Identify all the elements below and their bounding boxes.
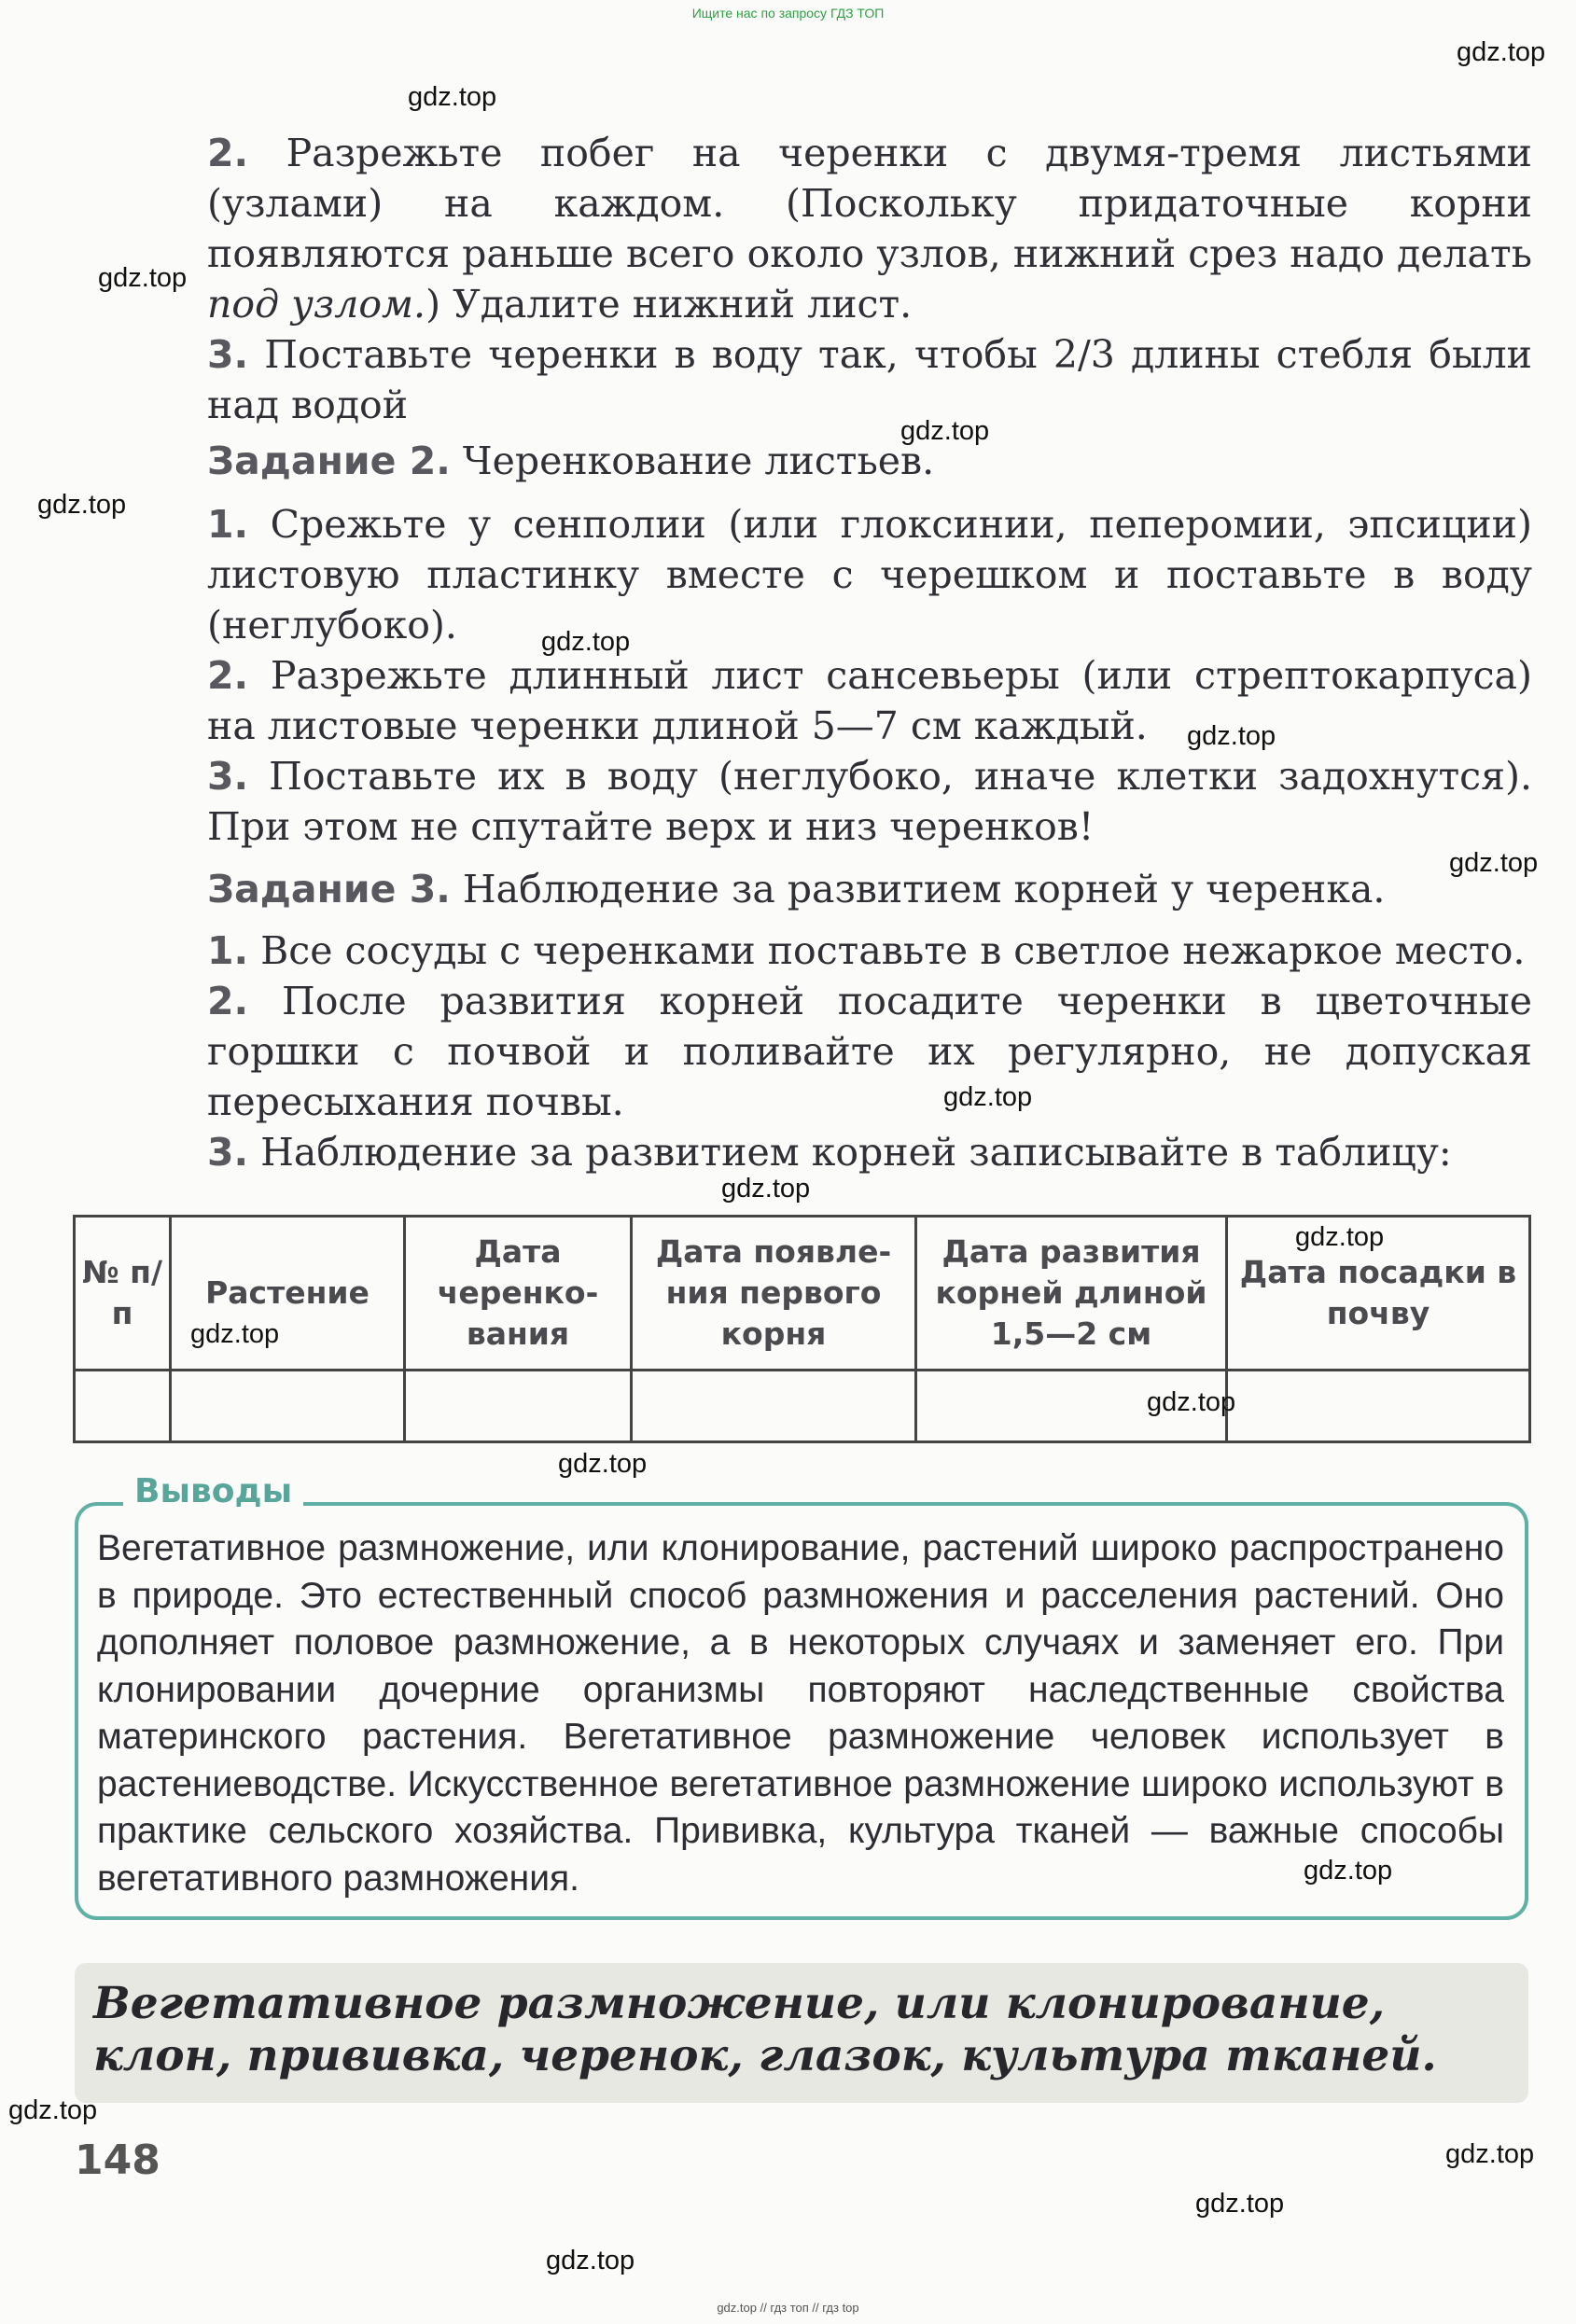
step-italic-text: под узлом. bbox=[207, 282, 426, 327]
task-2-step-1 bbox=[207, 499, 1532, 650]
step-text: Разрежьте побег на черенки с двумя-тремя листьями (узлами) на каждом. (Поскольку придаточные корни появляются раньше всего около узлов, нижний срез надо делать bbox=[207, 131, 1532, 276]
task-3-step-2 bbox=[207, 976, 1532, 1127]
task-2-heading bbox=[207, 436, 1532, 486]
watermark: gdz.top bbox=[943, 1082, 1033, 1112]
table-row bbox=[75, 1371, 1530, 1442]
watermark: gdz.top bbox=[546, 2246, 635, 2275]
step-text: Поставьте их в воду (неглубоко, иначе клетки задохнутся). При этом не спутайте верх и низ черенков! bbox=[207, 754, 1532, 849]
watermark: gdz.top bbox=[541, 627, 631, 657]
step-number: 3. bbox=[207, 754, 249, 799]
table-cell bbox=[171, 1371, 405, 1442]
task-3-title: Задание 3. bbox=[207, 867, 451, 912]
step-number: 1. bbox=[207, 502, 249, 547]
step-2-paragraph bbox=[207, 128, 1532, 329]
col-cutting-date: Дата черенко-вания bbox=[405, 1217, 632, 1371]
table-cell bbox=[75, 1371, 171, 1442]
step-number: 2. bbox=[207, 653, 249, 698]
task-3-step-3 bbox=[207, 1127, 1532, 1177]
watermark: gdz.top bbox=[408, 82, 497, 112]
step-3-paragraph bbox=[207, 329, 1532, 430]
task-2-step-2 bbox=[207, 650, 1532, 751]
watermark: gdz.top bbox=[1187, 721, 1276, 751]
watermark: gdz.top bbox=[190, 1319, 280, 1349]
watermark: gdz.top bbox=[1449, 848, 1539, 878]
task-3-step-1 bbox=[207, 925, 1532, 976]
col-planting-date: Дата посадки в почву bbox=[1227, 1217, 1530, 1371]
watermark: gdz.top bbox=[37, 490, 127, 520]
watermark: gdz.top bbox=[98, 263, 188, 293]
task-3-heading bbox=[207, 864, 1532, 914]
top-banner: Ищите нас по запросу ГДЗ ТОП bbox=[691, 6, 885, 21]
watermark: gdz.top bbox=[558, 1449, 648, 1479]
col-number: № п/п bbox=[75, 1217, 171, 1371]
col-first-root-date: Дата появле-ния первого корня bbox=[632, 1217, 916, 1371]
task-2-step-3 bbox=[207, 751, 1532, 852]
conclusions-label: Выводы bbox=[123, 1472, 303, 1510]
watermark: gdz.top bbox=[8, 2095, 98, 2125]
step-number: 3. bbox=[207, 332, 249, 377]
col-plant: Растение bbox=[171, 1217, 405, 1371]
watermark: gdz.top bbox=[1195, 2189, 1285, 2219]
watermark: gdz.top bbox=[1147, 1387, 1236, 1417]
watermark: gdz.top bbox=[1304, 1856, 1393, 1886]
table-cell bbox=[405, 1371, 632, 1442]
step-text-end: ) Удалите нижний лист. bbox=[425, 282, 913, 327]
keywords: Вегетативное размножение, или клонирование, клон, прививка, черенок, глазок, культура тканей. bbox=[93, 1978, 1437, 2081]
watermark: gdz.top bbox=[1445, 2139, 1535, 2169]
step-text: Разрежьте длинный лист сансевьеры (или стрептокарпуса) на листовые черенки длиной 5—7 см каждый. bbox=[207, 653, 1532, 748]
step-text: Наблюдение за развитием корней записывайте в таблицу: bbox=[260, 1130, 1452, 1175]
task-3-name: Наблюдение за развитием корней у черенка. bbox=[462, 867, 1386, 912]
table-cell bbox=[1227, 1371, 1530, 1442]
watermark: gdz.top bbox=[1457, 37, 1546, 67]
table-cell bbox=[632, 1371, 916, 1442]
watermark: gdz.top bbox=[1295, 1222, 1385, 1252]
task-2-name: Черенкование листьев. bbox=[462, 438, 935, 483]
step-number: 1. bbox=[207, 928, 249, 973]
step-number: 3. bbox=[207, 1130, 249, 1175]
step-text: После развития корней посадите черенки в цветочные горшки с почвой и поливайте их регулярно, не допуская пересыхания почвы. bbox=[207, 979, 1532, 1124]
watermark: gdz.top bbox=[900, 416, 990, 446]
conclusions-text: Вегетативное размножение, или клонирование, растений широко распространено в природе. Это естественный способ размножения и расселения растений. Оно дополняет половое размножение, а в некоторых случаях и заменяет его. При клонировании дочерние организмы повторяют наследственные свойства материнского растения. Вегетативное размножение человек использует в растениеводстве. Искусственное вегетативное размножение широко используют в практике сельского хозяйства. Прививка, культура тканей — важные способы вегетативного размножения. bbox=[97, 1528, 1504, 1899]
watermark: gdz.top bbox=[721, 1174, 811, 1204]
step-number: 2. bbox=[207, 131, 249, 175]
step-text: Поставьте черенки в воду так, чтобы 2/3 длины стебля были над водой bbox=[207, 332, 1532, 427]
step-text: Срежьте у сенполии (или глоксинии, пеперомии, эпсиции) листовую пластинку вместе с черешком и поставьте в воду (неглубоко). bbox=[207, 502, 1532, 647]
footer-links: gdz.top // гдз топ // гдз top bbox=[717, 2301, 859, 2315]
step-text: Все сосуды с черенками поставьте в светлое нежаркое место. bbox=[260, 928, 1526, 973]
page-number: 148 bbox=[75, 2136, 160, 2184]
step-number: 2. bbox=[207, 979, 249, 1023]
col-root-growth-date: Дата развития корней длиной 1,5—2 см bbox=[916, 1217, 1227, 1371]
task-2-title: Задание 2. bbox=[207, 438, 451, 483]
